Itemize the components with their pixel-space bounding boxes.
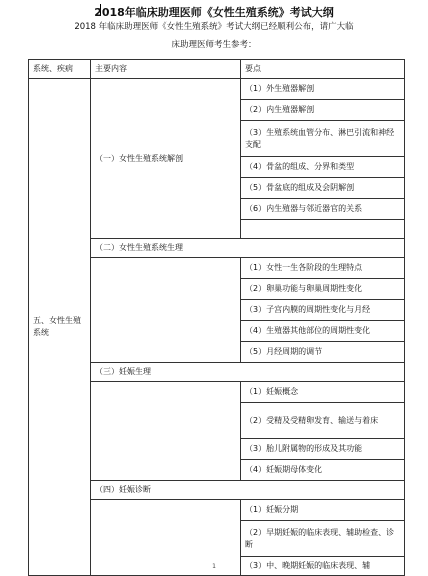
point-cell: （1）妊娠概念 [241,382,405,403]
point-cell: （2）早期妊娠的临床表现、辅助检查、诊断 [241,521,405,557]
header-content: 主要内容 [91,60,241,79]
point-cell: （1）妊娠分期 [241,500,405,521]
point-cell: （4）妊娠期母体变化 [241,460,405,481]
content-cell-empty [91,258,241,363]
point-cell-empty [241,220,405,239]
syllabus-table [28,59,405,576]
point-cell: （2）受精及受精卵发育、输送与着床 [241,403,405,439]
content-cell-empty [91,382,241,481]
point-cell: （4）骨盆的组成、分界和类型 [241,157,405,178]
point-cell: （1）女性一生各阶段的生理特点 [241,258,405,279]
content-cell: （四）妊娠诊断 [91,481,405,500]
point-cell: （2）内生殖器解剖 [241,100,405,121]
point-cell: （1）外生殖器解剖 [241,79,405,100]
table-header-row [29,60,405,79]
point-cell: （3）中、晚期妊娠的临床表现、辅 [241,557,405,576]
page-number: 1 [212,563,216,570]
table-row [29,79,405,100]
point-cell: （6）内生殖器与邻近器官的关系 [241,199,405,220]
point-cell: （3）子宫内膜的周期性变化与月经 [241,300,405,321]
system-cell: 五、女性生殖系统 [29,79,91,576]
content-cell: （二）女性生殖系统生理 [91,239,405,258]
content-cell: （一）女性生殖系统解剖 [91,79,241,239]
content-cell: （三）妊娠生理 [91,363,405,382]
intro-line-2: 床助理医师考生参考： [171,40,257,50]
point-cell: （3）生殖系统血管分布、淋巴引流和神经支配 [241,121,405,157]
point-cell: （4）生殖器其他部位的周期性变化 [241,321,405,342]
point-cell: （2）卵巢功能与卵巢周期性变化 [241,279,405,300]
header-system: 系统、疾病 [29,60,91,79]
point-cell: （5）骨盆底的组成及会阴解剖 [241,178,405,199]
point-cell: （5）月经周期的调节 [241,342,405,363]
point-cell: （3）胎儿附属物的形成及其功能 [241,439,405,460]
intro-line-1: 2018 年临床助理医师《女性生殖系统》考试大纲已经顺利公布，请广大临 [74,22,354,32]
header-points: 要点 [241,60,405,79]
document-title: 2018年临床助理医师《女性生殖系统》考试大纲 [94,6,334,19]
